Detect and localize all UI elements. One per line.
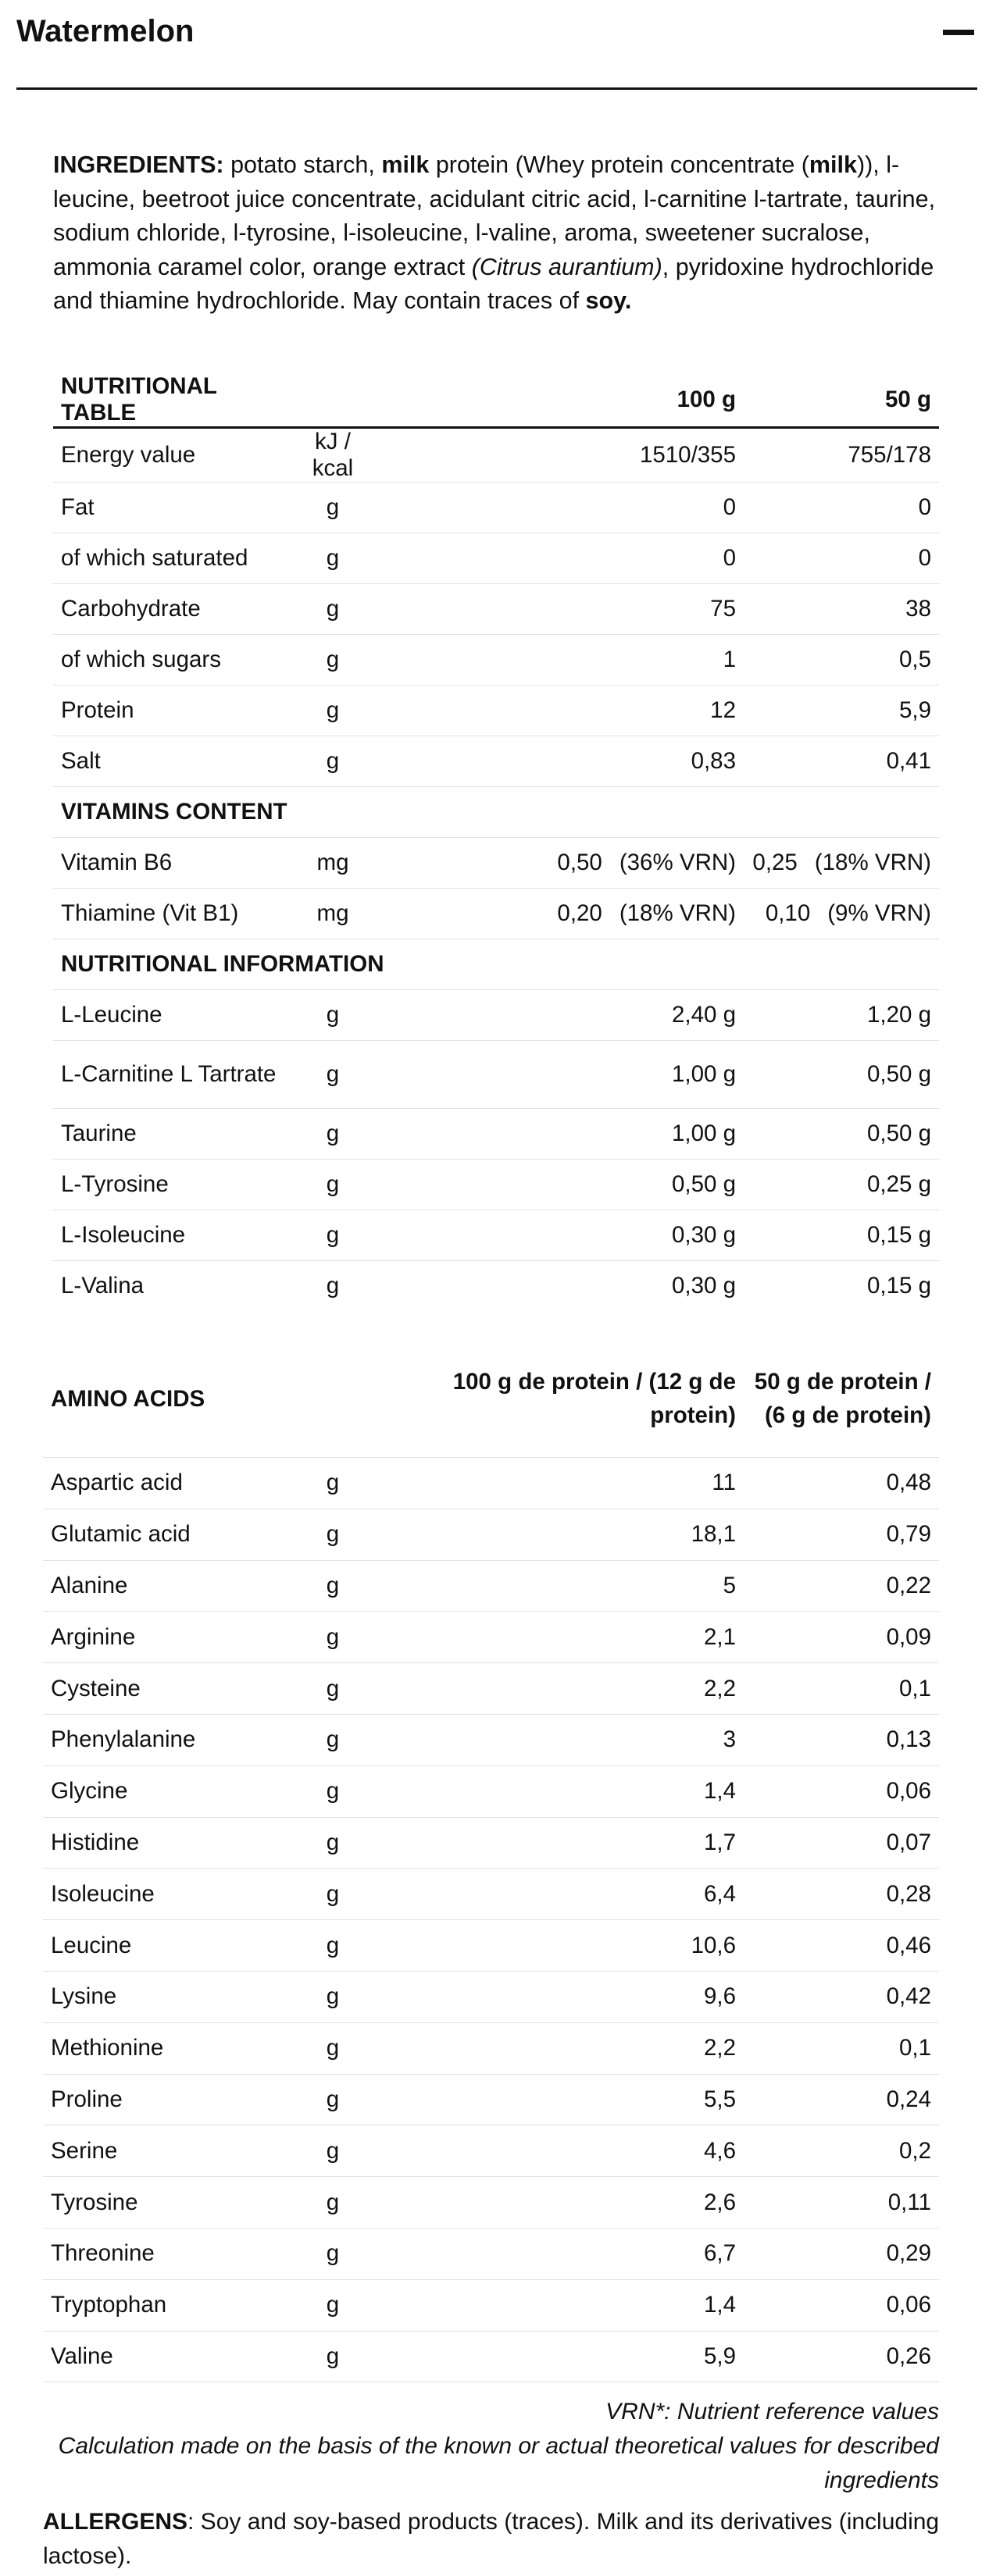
amino-acids-table xyxy=(43,1340,939,2382)
table-row: Cysteine g 2,2 0,1 xyxy=(43,1663,939,1715)
table-row: of which sugars g 1 0,5 xyxy=(53,635,939,686)
col-50g-protein-header: 50 g de protein / (6 g de protein) xyxy=(744,1340,939,1458)
table-row: Thiamine (Vit B1) mg 0,20 (18% VRN) 0,10 (9% VRN) xyxy=(53,889,939,939)
table-row: Methionine g 2,2 0,1 xyxy=(43,2022,939,2074)
table-row: Lysine g 9,6 0,42 xyxy=(43,1971,939,2022)
ingredients-text-1: potato starch, xyxy=(223,151,382,178)
vitamins-section-title: VITAMINS CONTENT xyxy=(53,787,939,838)
table-row: Valine g 5,9 0,26 xyxy=(43,2331,939,2382)
amino-acids-table-container xyxy=(43,1340,939,2382)
amino-acids-title: AMINO ACIDS xyxy=(43,1340,286,1458)
table-row: L-Leucine g 2,40 g 1,20 g xyxy=(53,990,939,1041)
table-row: Tyrosine g 2,6 0,11 xyxy=(43,2177,939,2229)
nutrition-table-header xyxy=(53,373,939,428)
table-row: Alanine g 5 0,22 xyxy=(43,1560,939,1612)
ingredients-paragraph xyxy=(53,148,952,319)
table-row: Taurine g 1,00 g 0,50 g xyxy=(53,1109,939,1160)
nutritional-info-section-title: NUTRITIONAL INFORMATION xyxy=(53,939,939,990)
flavor-title: Watermelon xyxy=(16,14,195,48)
allergen-soy: soy. xyxy=(585,287,632,314)
table-row: Isoleucine g 6,4 0,28 xyxy=(43,1869,939,1920)
table-row: Aspartic acid g 11 0,48 xyxy=(43,1458,939,1509)
table-row: Fat g 0 0 xyxy=(53,483,939,533)
table-row: L-Tyrosine g 0,50 g 0,25 g xyxy=(53,1160,939,1210)
table-row: L-Isoleucine g 0,30 g 0,15 g xyxy=(53,1210,939,1261)
table-row: Serine g 4,6 0,2 xyxy=(43,2125,939,2177)
minus-icon[interactable] xyxy=(943,30,974,35)
col-100g-protein-header: 100 g de protein / (12 g de protein) xyxy=(380,1340,744,1458)
nutritional-info-section-header xyxy=(53,939,939,990)
table-row: Carbohydrate g 75 38 xyxy=(53,584,939,635)
table-row: L-Carnitine L Tartrate g 1,00 g 0,50 g xyxy=(53,1041,939,1109)
allergen-milk-1: milk xyxy=(381,151,430,178)
flavor-accordion-header[interactable] xyxy=(16,0,977,90)
footnotes xyxy=(41,2395,939,2498)
allergens-paragraph xyxy=(43,2505,973,2574)
col-100g-header: 100 g xyxy=(380,373,744,428)
table-row: Arginine g 2,1 0,09 xyxy=(43,1612,939,1663)
nutrition-table-container xyxy=(53,373,939,1311)
table-row: Leucine g 10,6 0,46 xyxy=(43,1920,939,1972)
allergen-milk-2: milk xyxy=(809,151,857,178)
ingredients-label: INGREDIENTS: xyxy=(53,151,224,178)
nutrition-table-title: NUTRITIONAL TABLE xyxy=(53,373,286,428)
amino-acids-table-header xyxy=(43,1340,939,1458)
ingredients-text-2: protein (Whey protein concentrate ( xyxy=(429,151,809,178)
table-row: Histidine g 1,7 0,07 xyxy=(43,1817,939,1869)
ingredients-text-3: )), l-leucine, beetroot juice concentrate, acidulant citric acid, l-carnitine l-tartrate, taurine, sodium chloride, l-tyrosine, l-isoleucine, l-valine, aroma, sweetener sucralose, ammonia caramel color, orange extract xyxy=(53,151,936,280)
calculation-footnote: Calculation made on the basis of the known or actual theoretical values for described ingredients xyxy=(58,2433,939,2493)
table-row: Vitamin B6 mg 0,50 (36% VRN) 0,25 (18% VRN) xyxy=(53,838,939,889)
table-row: of which saturated g 0 0 xyxy=(53,533,939,584)
table-row: Energy value kJ / kcal 1510/355 755/178 xyxy=(53,428,939,483)
nutrition-table xyxy=(53,373,939,1311)
vrn-footnote: VRN*: Nutrient reference values xyxy=(605,2399,939,2425)
allergens-label: ALLERGENS xyxy=(43,2509,188,2535)
table-row: Tryptophan g 1,4 0,06 xyxy=(43,2279,939,2331)
table-row: Salt g 0,83 0,41 xyxy=(53,736,939,787)
table-row: Phenylalanine g 3 0,13 xyxy=(43,1714,939,1765)
table-row: Protein g 12 5,9 xyxy=(53,686,939,736)
col-50g-header: 50 g xyxy=(744,373,939,428)
table-row: Proline g 5,5 0,24 xyxy=(43,2074,939,2125)
allergens-text: : Soy and soy-based products (traces). Milk and its derivatives (including lactose). xyxy=(43,2509,940,2569)
table-row: Glutamic acid g 18,1 0,79 xyxy=(43,1509,939,1560)
vitamins-section-header xyxy=(53,787,939,838)
table-row: Threonine g 6,7 0,29 xyxy=(43,2228,939,2279)
ingredients-text-4: , pyridoxine hydrochloride and thiamine hydrochloride. May contain traces of xyxy=(53,253,934,314)
ingredients-latin-name: (Citrus aurantium) xyxy=(471,253,662,280)
table-row: L-Valina g 0,30 g 0,15 g xyxy=(61,1273,931,1299)
table-row: Glycine g 1,4 0,06 xyxy=(43,1765,939,1817)
